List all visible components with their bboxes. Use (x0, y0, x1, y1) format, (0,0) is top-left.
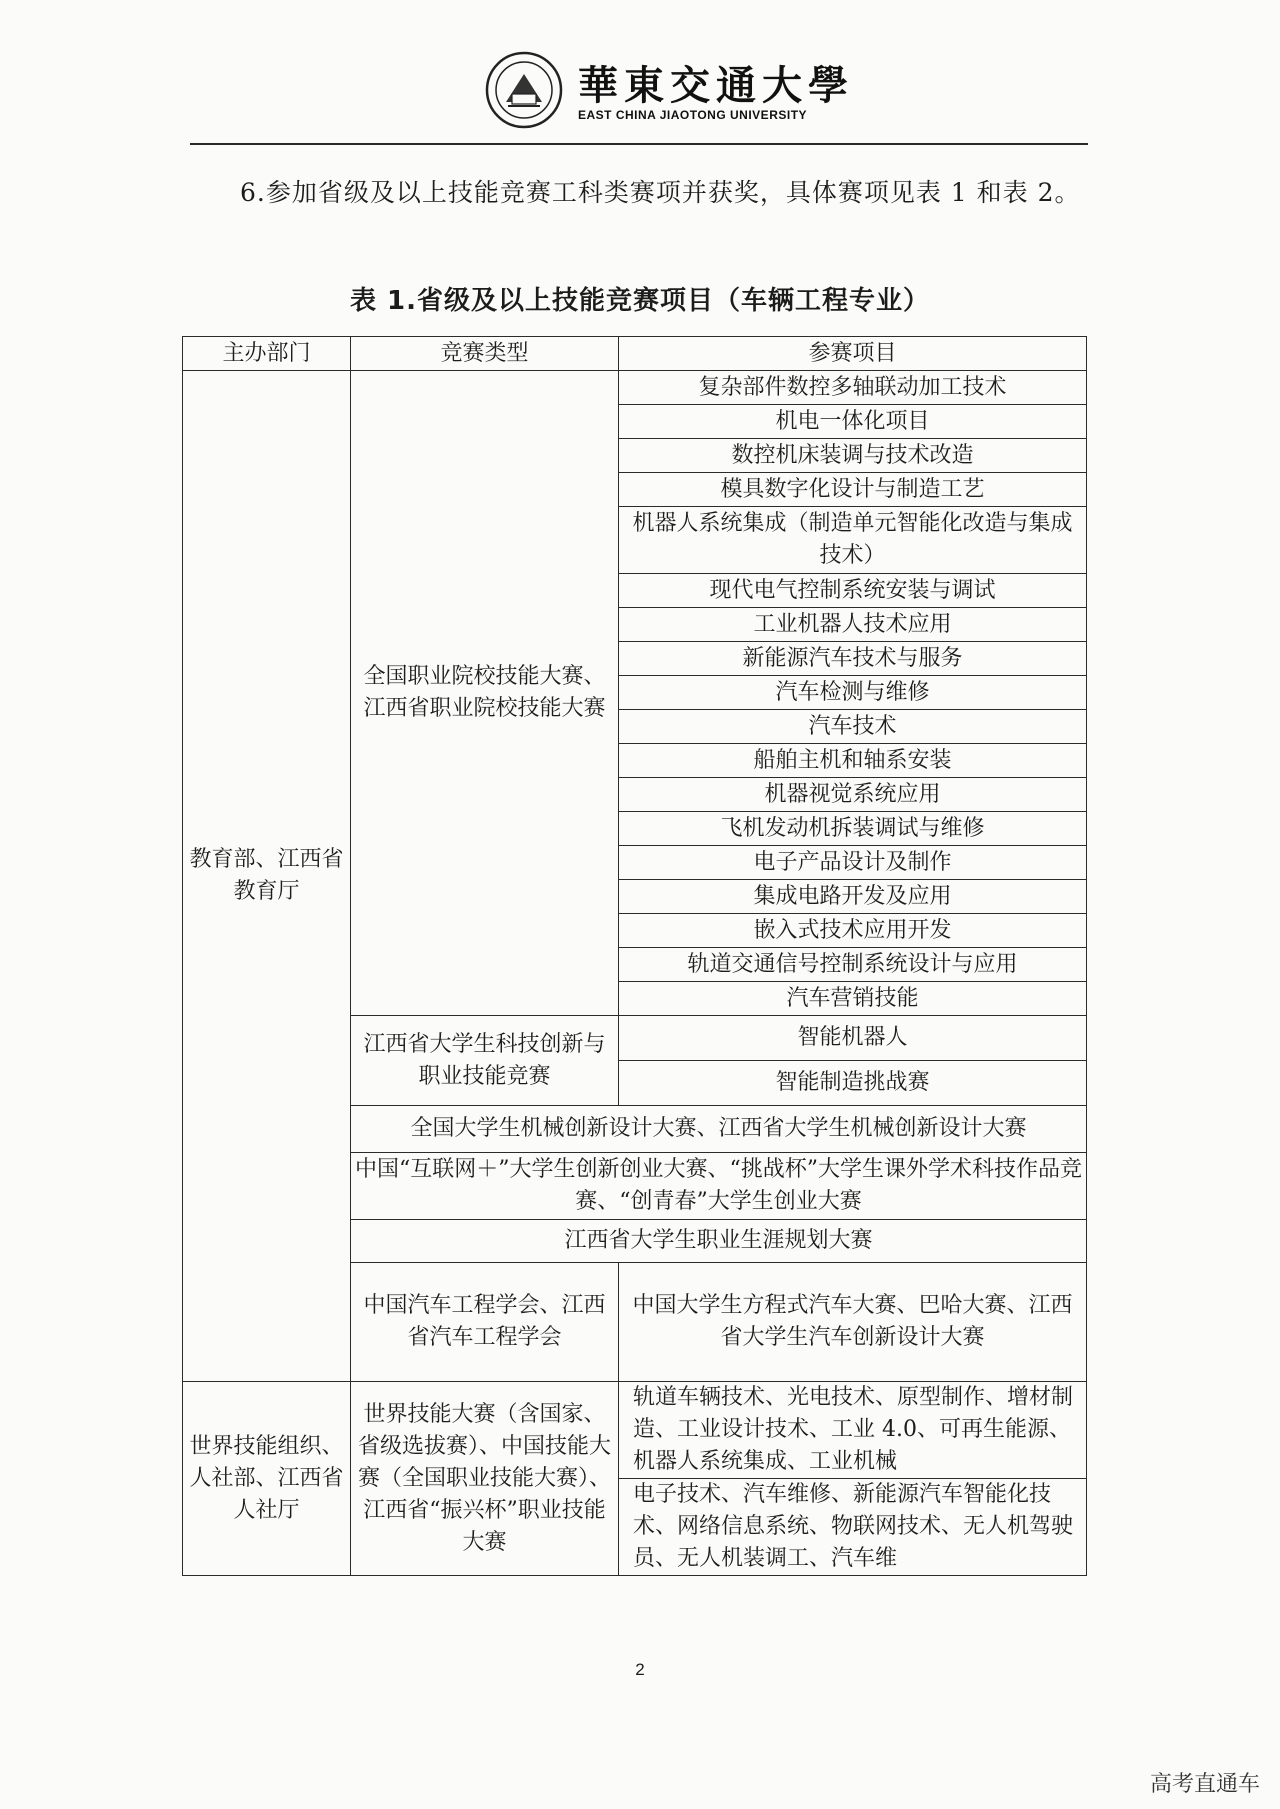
wide-competition-cell: 中国“互联网＋”大学生创新创业大赛、“挑战杯”大学生课外学术科技作品竞赛、“创青春”大学生创业大赛 (351, 1153, 1087, 1220)
project-cell: 船舶主机和轴系安装 (619, 744, 1087, 778)
project-cell: 集成电路开发及应用 (619, 880, 1087, 914)
project-cell: 电子产品设计及制作 (619, 846, 1087, 880)
project-cell: 数控机床装调与技术改造 (619, 439, 1087, 473)
project-cell: 轨道车辆技术、光电技术、原型制作、增材制造、工业设计技术、工业 4.0、可再生能源、机器人系统集成、工业机械 (619, 1382, 1087, 1479)
project-cell: 新能源汽车技术与服务 (619, 642, 1087, 676)
project-cell: 汽车检测与维修 (619, 676, 1087, 710)
watermark: 高考直通车 (1149, 1772, 1260, 1797)
table-row (183, 371, 1087, 405)
competition-type-cell: 江西省大学生科技创新与职业技能竞赛 (351, 1016, 619, 1106)
competition-type-cell: 世界技能大赛（含国家、省级选拔赛）、中国技能大赛（全国职业技能大赛）、江西省“振兴杯”职业技能大赛 (351, 1382, 619, 1576)
wide-competition-cell: 全国大学生机械创新设计大赛、江西省大学生机械创新设计大赛 (351, 1106, 1087, 1153)
wide-competition-cell: 江西省大学生职业生涯规划大赛 (351, 1220, 1087, 1263)
project-cell: 工业机器人技术应用 (619, 608, 1087, 642)
competition-type-cell: 全国职业院校技能大赛、江西省职业院校技能大赛 (351, 371, 619, 1016)
project-cell: 机电一体化项目 (619, 405, 1087, 439)
col-header: 参赛项目 (619, 337, 1087, 371)
project-cell: 智能机器人 (619, 1016, 1087, 1061)
university-name-cn: 華東交通大學 (578, 62, 854, 109)
project-cell: 现代电气控制系统安装与调试 (619, 574, 1087, 608)
table-title: 表 1.省级及以上技能竞赛项目（车辆工程专业） (349, 286, 931, 316)
university-logo (484, 50, 564, 130)
col-header: 主办部门 (183, 337, 351, 371)
project-cell: 复杂部件数控多轴联动加工技术 (619, 371, 1087, 405)
project-cell: 汽车技术 (619, 710, 1087, 744)
col-header: 竞赛类型 (351, 337, 619, 371)
table-header-row (183, 337, 1087, 371)
project-cell: 智能制造挑战赛 (619, 1061, 1087, 1106)
project-cell: 飞机发动机拆装调试与维修 (619, 812, 1087, 846)
project-cell: 汽车营销技能 (619, 982, 1087, 1016)
letterhead (0, 40, 1280, 130)
department-cell: 教育部、江西省教育厅 (183, 371, 351, 1382)
project-cell: 电子技术、汽车维修、新能源汽车智能化技术、网络信息系统、物联网技术、无人机驾驶员、无人机装调工、汽车维 (619, 1479, 1087, 1576)
page-number: 2 (635, 1660, 645, 1679)
university-seal-icon (484, 50, 564, 130)
project-cell: 嵌入式技术应用开发 (619, 914, 1087, 948)
department-cell: 中国汽车工程学会、江西省汽车工程学会 (351, 1263, 619, 1382)
header-divider (190, 143, 1088, 145)
project-cell: 机器人系统集成（制造单元智能化改造与集成技术） (619, 507, 1087, 574)
department-cell: 世界技能组织、人社部、江西省人社厅 (183, 1382, 351, 1576)
table-row (183, 1382, 1087, 1479)
project-cell: 模具数字化设计与制造工艺 (619, 473, 1087, 507)
competition-table (182, 336, 1087, 1576)
university-name-en: EAST CHINA JIAOTONG UNIVERSITY (578, 108, 808, 122)
project-cell: 机器视觉系统应用 (619, 778, 1087, 812)
body-paragraph: 6.参加省级及以上技能竞赛工科类赛项并获奖，具体赛项见表 1 和表 2。 (240, 178, 1081, 207)
wide-competition-cell: 中国大学生方程式汽车大赛、巴哈大赛、江西省大学生汽车创新设计大赛 (619, 1263, 1087, 1382)
project-cell: 轨道交通信号控制系统设计与应用 (619, 948, 1087, 982)
